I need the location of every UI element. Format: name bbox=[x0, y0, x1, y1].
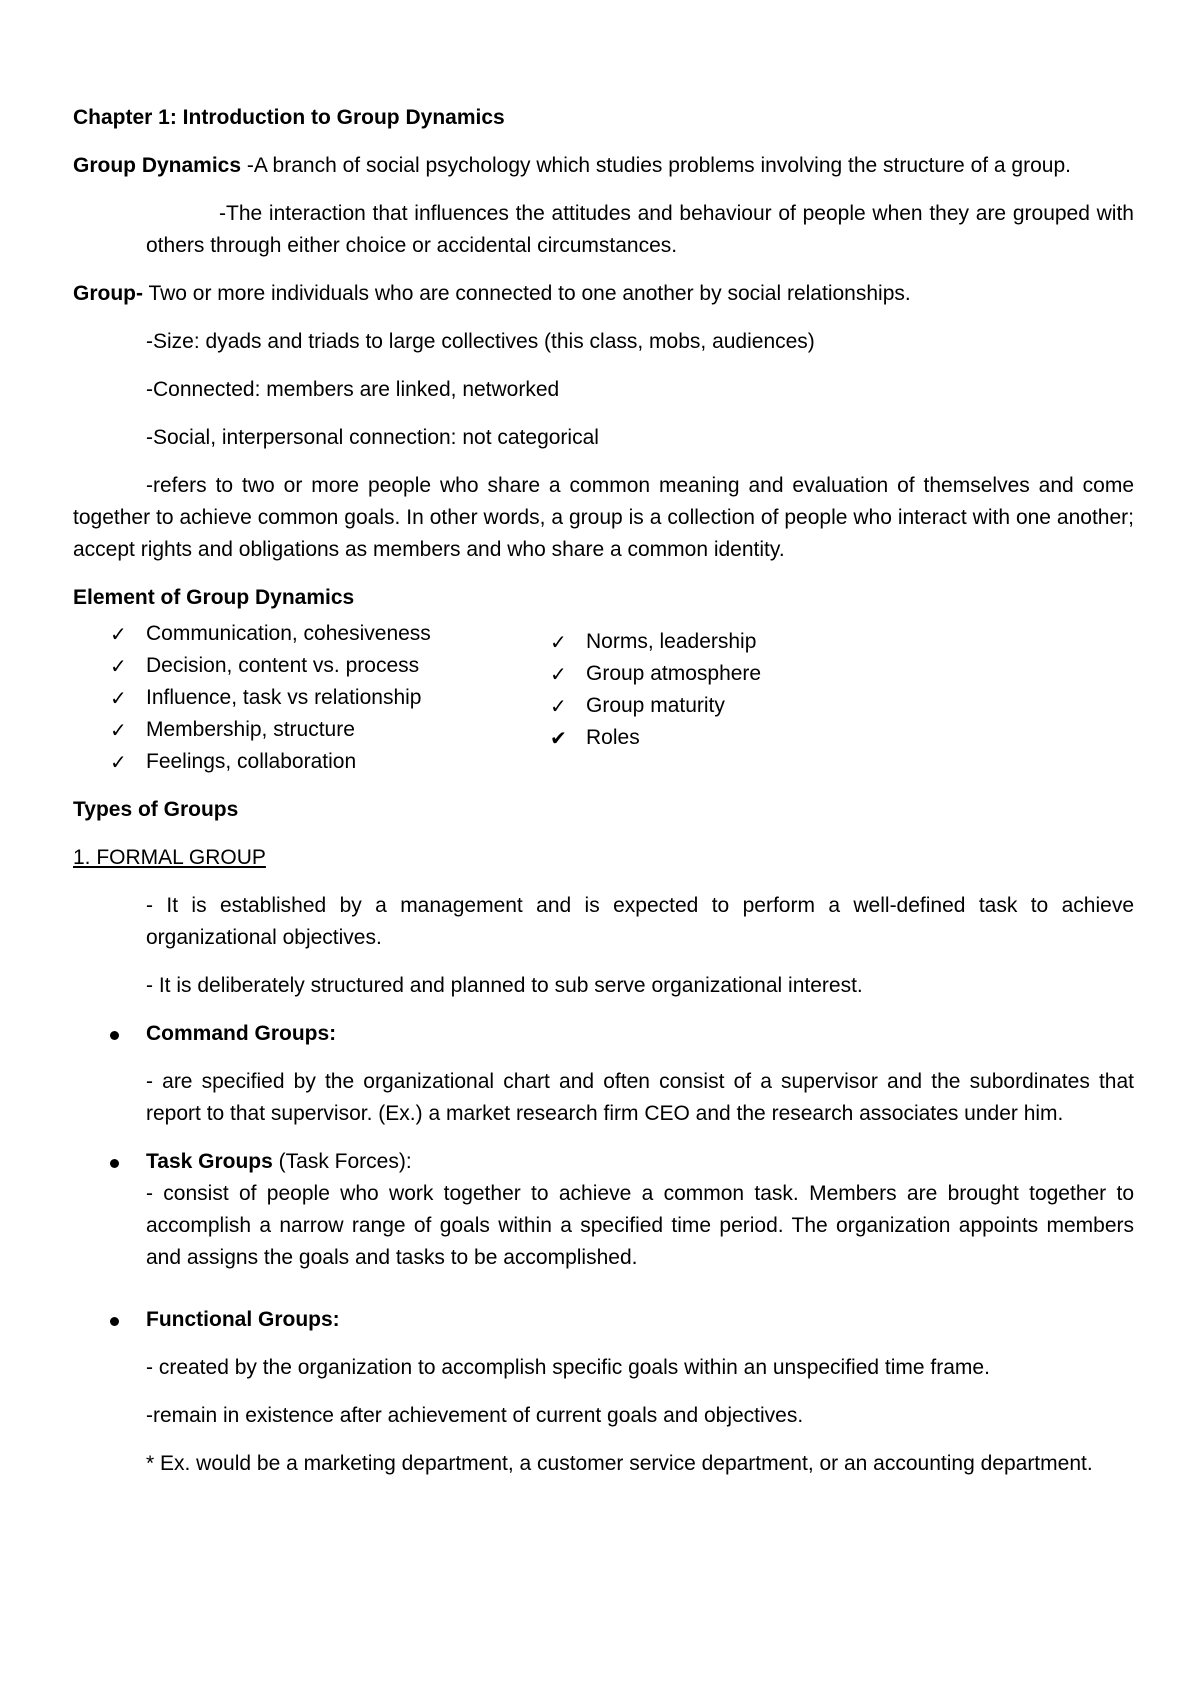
group-term: Group- bbox=[73, 282, 143, 305]
checkmark-icon: ✓ bbox=[550, 662, 567, 686]
checkmark-icon: ✓ bbox=[110, 622, 127, 646]
group-definition bbox=[73, 278, 1134, 310]
elements-checklist bbox=[73, 618, 1134, 778]
types-heading: Types of Groups bbox=[73, 798, 239, 821]
list-item: ✓ Decision, content vs. process bbox=[73, 650, 513, 682]
bullet-icon bbox=[110, 1031, 119, 1040]
functional-groups-desc-3: * Ex. would be a marketing department, a customer service department, or an accounting department. bbox=[146, 1452, 1093, 1475]
elements-right-column bbox=[513, 626, 761, 778]
group-dynamics-definition bbox=[73, 150, 1134, 182]
list-item: ✔ Roles bbox=[513, 722, 761, 754]
command-groups-desc: - are specified by the organizational chart and often consist of a supervisor and the subordinates that report to that supervisor. (Ex.) a market research firm CEO and the research associates under him. bbox=[146, 1070, 1134, 1125]
group-dynamics-term: Group Dynamics bbox=[73, 154, 242, 177]
bullet-icon bbox=[110, 1317, 119, 1326]
task-groups-heading-suffix: (Task Forces): bbox=[272, 1150, 412, 1173]
checkmark-icon: ✓ bbox=[550, 630, 567, 654]
group-extended-definition: -refers to two or more people who share a common meaning and evaluation of themselves and come together to achieve common goals. In other words, a group is a collection of people who interact with one another; accept rights and obligations as members and who share a common identity. bbox=[73, 474, 1134, 561]
checkmark-icon: ✓ bbox=[550, 694, 567, 718]
elements-heading: Element of Group Dynamics bbox=[73, 586, 355, 609]
task-groups-desc: - consist of people who work together to achieve a common task. Members are brought together to accomplish a narrow range of goals within a specified time period. The organization appoints members and assigns the goals and tasks to be accomplished. bbox=[146, 1182, 1134, 1269]
formal-group-desc-1: - It is established by a management and is expected to perform a well-defined task to achieve organizational objectives. bbox=[146, 894, 1134, 949]
group-dynamics-text: -A branch of social psychology which studies problems involving the structure of a group. bbox=[241, 154, 1071, 177]
formal-group-desc-2: - It is deliberately structured and planned to sub serve organizational interest. bbox=[146, 974, 863, 997]
functional-groups-heading: Functional Groups: bbox=[146, 1308, 340, 1331]
checkmark-icon: ✓ bbox=[110, 750, 127, 774]
checkmark-icon: ✔ bbox=[550, 726, 567, 750]
group-point-size: -Size: dyads and triads to large collectives (this class, mobs, audiences) bbox=[146, 330, 815, 353]
group-point-connected: -Connected: members are linked, networked bbox=[146, 378, 560, 401]
group-dynamics-definition-2: -The interaction that influences the attitudes and behaviour of people when they are grouped with others through either choice or accidental circumstances. bbox=[146, 202, 1134, 257]
list-item: ✓ Membership, structure bbox=[73, 714, 513, 746]
task-groups-item bbox=[73, 1146, 1134, 1274]
functional-groups-item bbox=[73, 1304, 1134, 1480]
formal-group-heading: 1. FORMAL GROUP bbox=[73, 846, 266, 869]
elements-left-column bbox=[73, 618, 513, 778]
group-text: Two or more individuals who are connected to one another by social relationships. bbox=[142, 282, 911, 305]
task-groups-heading-line bbox=[146, 1146, 1134, 1178]
bullet-icon bbox=[110, 1159, 119, 1168]
chapter-title: Chapter 1: Introduction to Group Dynamics bbox=[73, 106, 505, 129]
task-groups-heading: Task Groups bbox=[146, 1150, 273, 1173]
list-item: ✓ Group atmosphere bbox=[513, 658, 761, 690]
list-item: ✓ Influence, task vs relationship bbox=[73, 682, 513, 714]
checkmark-icon: ✓ bbox=[110, 654, 127, 678]
functional-groups-desc-1: - created by the organization to accomplish specific goals within an unspecified time frame. bbox=[146, 1356, 990, 1379]
list-item: ✓ Communication, cohesiveness bbox=[73, 618, 513, 650]
command-groups-heading: Command Groups: bbox=[146, 1022, 337, 1045]
list-item: ✓ Group maturity bbox=[513, 690, 761, 722]
checkmark-icon: ✓ bbox=[110, 718, 127, 742]
functional-groups-desc-2: -remain in existence after achievement of current goals and objectives. bbox=[146, 1404, 804, 1427]
list-item: ✓ Norms, leadership bbox=[513, 626, 761, 658]
checkmark-icon: ✓ bbox=[110, 686, 127, 710]
list-item: ✓ Feelings, collaboration bbox=[73, 746, 513, 778]
group-point-social: -Social, interpersonal connection: not categorical bbox=[146, 426, 599, 449]
command-groups-item bbox=[73, 1018, 1134, 1130]
